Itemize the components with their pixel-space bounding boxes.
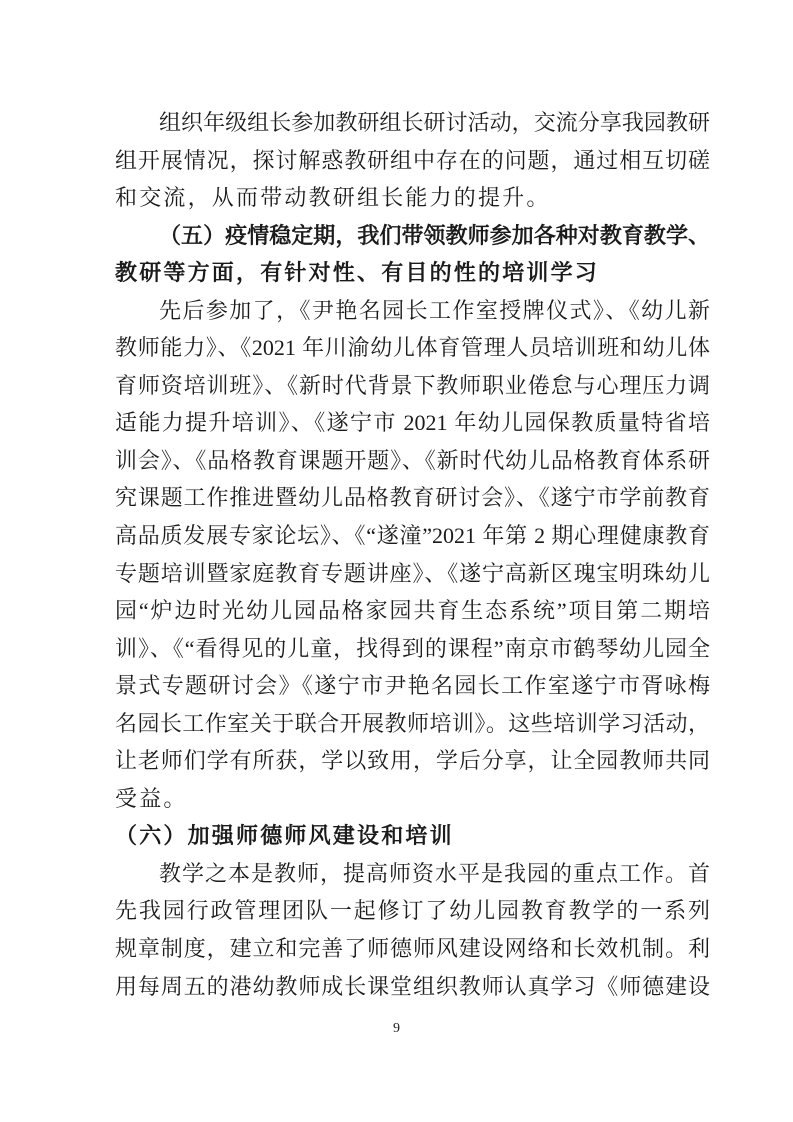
paragraph-line: 训会》、《品格教育课题开题》、《新时代幼儿品格教育体系研: [115, 447, 710, 473]
document-body: [115, 104, 710, 1005]
paragraph-line: 适能力提升培训》、《遂宁市 2021 年幼儿园保教质量特省培: [115, 410, 710, 436]
paragraph-line: 园“炉边时光幼儿园品格家园共育生态系统”项目第二期培: [115, 598, 710, 624]
paragraph-line: 教学之本是教师，提高师资水平是我园的重点工作。首: [159, 860, 710, 886]
paragraph-line: 究课题工作推进暨幼儿品格教育研讨会》、《遂宁市学前教育: [115, 485, 710, 511]
heading-line: （六）加强师德师风建设和培训: [115, 823, 454, 849]
paragraph-line: 名园长工作室关于联合开展教师培训》。这些培训学习活动，: [115, 710, 710, 736]
paragraph-line: 组开展情况，探讨解惑教研组中存在的问题，通过相互切磋: [115, 147, 710, 173]
heading-line: 教研等方面，有针对性、有目的性的培训学习: [115, 260, 600, 286]
paragraph-line: 让老师们学有所获，学以致用，学后分享，让全园教师共同: [115, 748, 710, 774]
paragraph-line: 先后参加了，《尹艳名园长工作室授牌仪式》、《幼儿新: [159, 297, 710, 323]
heading-line: （五）疫情稳定期，我们带领教师参加各种对教育教学、: [159, 222, 710, 248]
paragraph-line: 教师能力》、《2021 年川渝幼儿体育管理人员培训班和幼儿体: [115, 335, 710, 361]
paragraph-line: 组织年级组长参加教研组长研讨活动，交流分享我园教研: [159, 110, 710, 135]
page-number: 9: [393, 1021, 400, 1036]
paragraph-line: 规章制度，建立和完善了师德师风建设网络和长效机制。利: [115, 936, 710, 962]
paragraph-line: 高品质发展专家论坛》、《“遂潼”2021 年第 2 期心理健康教育: [115, 523, 710, 549]
paragraph-line: 专题培训暨家庭教育专题讲座》、《遂宁高新区瑰宝明珠幼儿: [115, 560, 710, 586]
paragraph-line: 育师资培训班》、《新时代背景下教师职业倦怠与心理压力调: [115, 372, 710, 398]
paragraph-line: 用每周五的港幼教师成长课堂组织教师认真学习《师德建设: [115, 973, 710, 999]
paragraph-line: 训》、《“看得见的儿童，找得到的课程”南京市鹤琴幼儿园全: [115, 635, 711, 661]
paragraph-line: 和交流，从而带动教研组长能力的提升。: [115, 185, 551, 211]
paragraph-line: 景式专题研讨会》《遂宁市尹艳名园长工作室遂宁市胥咏梅: [115, 673, 710, 699]
paragraph-line: 受益。: [115, 785, 188, 811]
paragraph-line: 先我园行政管理团队一起修订了幼儿园教育教学的一系列: [115, 898, 710, 924]
